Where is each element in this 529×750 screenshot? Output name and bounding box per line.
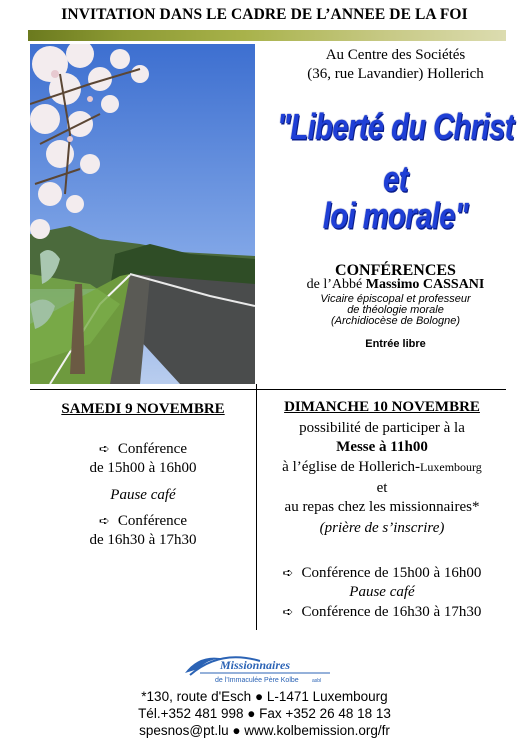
conferences-heading: CONFÉRENCES — [335, 262, 456, 279]
event-title-line-1: "Liberté du Christ — [277, 107, 514, 148]
venue — [262, 46, 529, 84]
section-divider-horizontal — [30, 389, 506, 390]
saturday-conference-2-label: Conférence — [117, 513, 188, 529]
venue-line-1: Au Centre des Sociétés — [325, 47, 466, 63]
sunday-conference-2 — [258, 603, 506, 622]
right-arrow-icon: ➪ — [282, 605, 294, 620]
sunday-conference-1-text: Conférence de 15h00 à 16h00 — [301, 565, 482, 581]
sunday-mass: Messe à 11h00 — [336, 439, 428, 455]
speaker-role-line-1: Vicaire épiscopal et professeur — [320, 293, 471, 305]
sunday-pause: Pause café — [349, 584, 415, 600]
event-title-line-2: et — [383, 159, 408, 200]
right-arrow-icon: ➪ — [98, 442, 110, 457]
speaker-role-line-3: (Archidiocèse de Bologne) — [330, 315, 461, 327]
footer-address: *130, route d'Esch ● L-1471 Luxembourg — [141, 689, 388, 704]
footer-contact — [0, 688, 529, 739]
saturday-pause: Pause café — [110, 487, 176, 503]
logo-suffix: asbl — [312, 678, 322, 684]
logo-name: Missionnaires — [220, 658, 291, 672]
sunday-meal: au repas chez les missionnaires* — [284, 499, 480, 515]
sunday-line-1: possibilité de participer à la — [299, 420, 465, 436]
speaker-line — [262, 277, 529, 293]
saturday-conference-1 — [30, 440, 256, 459]
right-arrow-icon: ➪ — [282, 566, 294, 581]
right-arrow-icon: ➪ — [98, 514, 110, 529]
event-title-line-3: loi morale" — [322, 196, 469, 237]
speaker-role-line-2: de théologie morale — [347, 304, 444, 316]
saturday-title: SAMEDI 9 NOVEMBRE — [61, 401, 225, 417]
missionnaires-logo — [180, 645, 350, 685]
sunday-title: DIMANCHE 10 NOVEMBRE — [284, 399, 480, 415]
footer-phone: Tél.+352 481 998 ● Fax +352 26 48 18 13 — [138, 706, 391, 721]
road-photo — [30, 44, 255, 384]
free-entry: Entrée libre — [365, 338, 426, 350]
sunday-register: (prière de s’inscrire) — [319, 520, 445, 536]
sunday-church — [258, 458, 506, 476]
speaker-role — [262, 294, 529, 327]
saturday-time-1: de 15h00 à 16h00 — [89, 460, 197, 476]
logo-subtitle: de l’Immaculée Père Kolbe — [215, 677, 299, 684]
footer-contact-line: spesnos@pt.lu ● www.kolbemission.org/fr — [139, 723, 390, 738]
section-divider-vertical — [256, 384, 257, 630]
saturday-conference-2 — [30, 512, 256, 531]
sunday-and: et — [376, 480, 388, 496]
venue-line-2: (36, rue Lavandier) Hollerich — [307, 66, 484, 82]
saturday-conference-1-label: Conférence — [117, 441, 188, 457]
saturday-time-2: de 16h30 à 17h30 — [89, 532, 197, 548]
speaker-name: Massimo CASSANI — [365, 277, 485, 292]
sunday-church-prefix: à l’église de Hollerich- — [282, 459, 421, 475]
sunday-church-suffix: Luxembourg — [420, 460, 482, 474]
sunday-conference-2-text: Conférence de 16h30 à 17h30 — [301, 604, 482, 620]
sunday-conference-1 — [258, 564, 506, 583]
page-title: INVITATION DANS LE CADRE DE L’ANNEE DE LA FOI — [61, 6, 468, 23]
header-bar — [28, 30, 506, 41]
speaker-prefix: de l’Abbé — [306, 277, 366, 292]
